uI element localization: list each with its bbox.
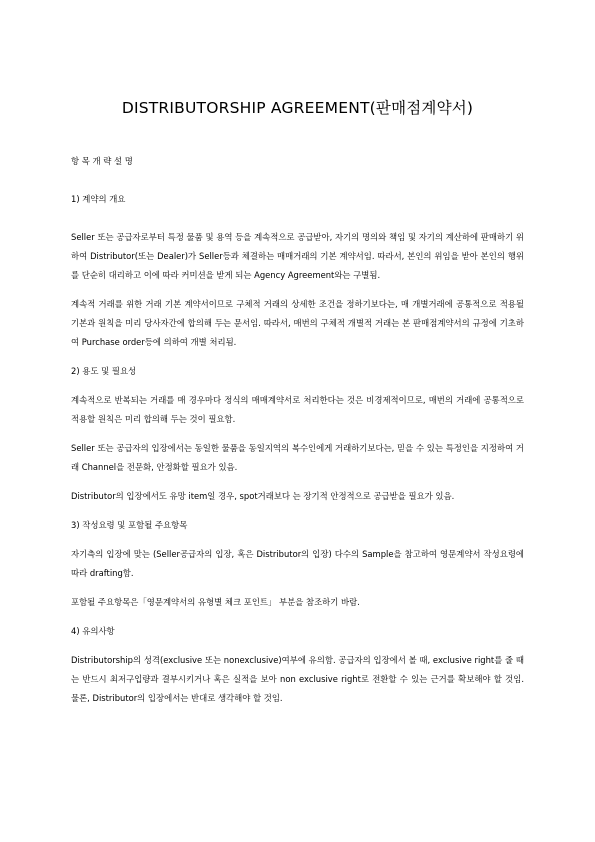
section-heading: 1) 계약의 개요 [71,194,126,204]
section-paragraph: 포함될 주요항목은「영문계약서의 유형별 체크 포인트」 부분을 참조하기 바람. [71,597,360,607]
document-body [71,152,524,708]
section-notes [71,622,524,708]
document-title: DISTRIBUTORSHIP AGREEMENT(판매점계약서) [121,99,474,117]
section-paragraph: Distributorship의 성격(exclusive 또는 nonexclusive)여부에 유의함. 공급자의 입장에서 볼 때, exclusive right를 줄 때는 반드시 최저구입량과 결부시키거나 혹은 실적을 보아 non exclusive right로 전환할 수 있는 근거를 확보해야 할 것임. 물론, Distributor의 입장에서는 반대로 생각해야 할 것임. [71,655,524,703]
section-heading: 2) 용도 및 필요성 [71,366,137,376]
section-paragraph: 계속적 거래를 위한 거래 기본 계약서이므로 구체적 거래의 상세한 조건을 정하기보다는, 매 개별거래에 공통적으로 적용될 기본과 원칙을 미리 당사자간에 합의해 두는 문서임. 따라서, 매번의 구체적 개별적 거래는 본 판매점계약서의 규정에 기초하여 Purchase order등에 의하여 개별 처리됨. [71,299,524,347]
section-paragraph: Seller 또는 공급자의 입장에서는 동일한 물품을 동일지역의 복수인에게 거래하기보다는, 믿을 수 있는 특정인을 지정하여 거래 Channel을 전문화, 안정화할 필요가 있음. [71,443,524,472]
section-paragraph: 자기측의 입장에 맞는 (Seller공급자의 입장, 혹은 Distributor의 입장) 다수의 Sample을 참고하여 영문계약서 작성요령에 따라 drafting함. [71,549,524,578]
document-subtitle: 항 목 개 략 설 명 [71,156,133,166]
section-purpose [71,362,524,506]
section-paragraph: Distributor의 입장에서도 유망 item일 경우, spot거래보다 는 장기적 안정적으로 공급받을 필요가 있음. [71,491,455,501]
section-paragraph: 계속적으로 반복되는 거래를 매 경우마다 정식의 매매계약서로 처리한다는 것은 비경제적이므로, 매번의 거래에 공통적으로 적용할 원칙은 미리 합의해 두는 것이 필요함. [71,395,524,424]
section-heading: 4) 유의사항 [71,626,115,636]
section-overview [71,190,524,352]
section-heading: 3) 작성요령 및 포함될 주요항목 [71,520,188,530]
section-drafting [71,516,524,612]
section-paragraph: Seller 또는 공급자로부터 특정 물품 및 용역 등을 계속적으로 공급받아, 자기의 명의와 책임 및 자기의 계산하에 판매하기 위하여 Distributor(또는 Dealer)가 Seller등과 체결하는 매매거래의 기본 계약서임. 따라서, 본인의 위임을 받아 본인의 행위를 단순히 대리하고 이에 따라 커미션을 받게 되는 Agency Agreement와는 구별됨. [71,232,524,280]
